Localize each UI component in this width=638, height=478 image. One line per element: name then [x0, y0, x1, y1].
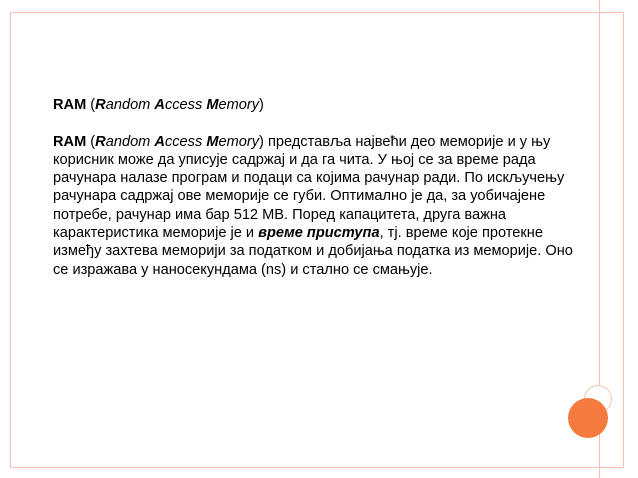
body-ram: RAM [53, 133, 87, 150]
body-text-part2: , тј. време које протекне између захтева меморији за податком и добијања податка из меморије. Оно се изражава у наносекундама (ns) и стално се смањује. [53, 225, 573, 278]
heading-ram: RAM [53, 97, 87, 113]
slide-heading: RAM (Random Access Memory) [53, 97, 264, 113]
body-text-part1: ) представља највећи део меморије и у њу корисник може да уписује садржај и да га чита. У њој се за време рада рачунара налазе програм и подаци са којима рачунар ради. По искључењу рачунара садржај ове меморије се губи. Оптимално је да, за уобичајене потребе, рачунар има бар 512 MB. Поред капацитета, друга важна карактеристика меморије је и [53, 133, 565, 242]
body-emphasis: време приступа [258, 225, 380, 242]
body-paragraph: RAM (Random Access Memory) представља највећи део меморије и у њу корисник може да уписује садржај и да га чита. У њој се за време рада рачунара налазе програм и подаци са којима рачунар ради. По искључењу рачунара садржај ове меморије се губи. Оптимално је да, за уобичајене потребе, рачунар има бар 512 MB. Поред капацитета, друга важна карактеристика меморије је и време приступа, тј. време које протекне између захтева меморији за податком и добијања податка из меморије. Оно се изражава у наносекундама (ns) и стално се смањује. [53, 133, 573, 278]
decorative-circle-orange [568, 398, 608, 438]
slide-content [53, 96, 578, 279]
